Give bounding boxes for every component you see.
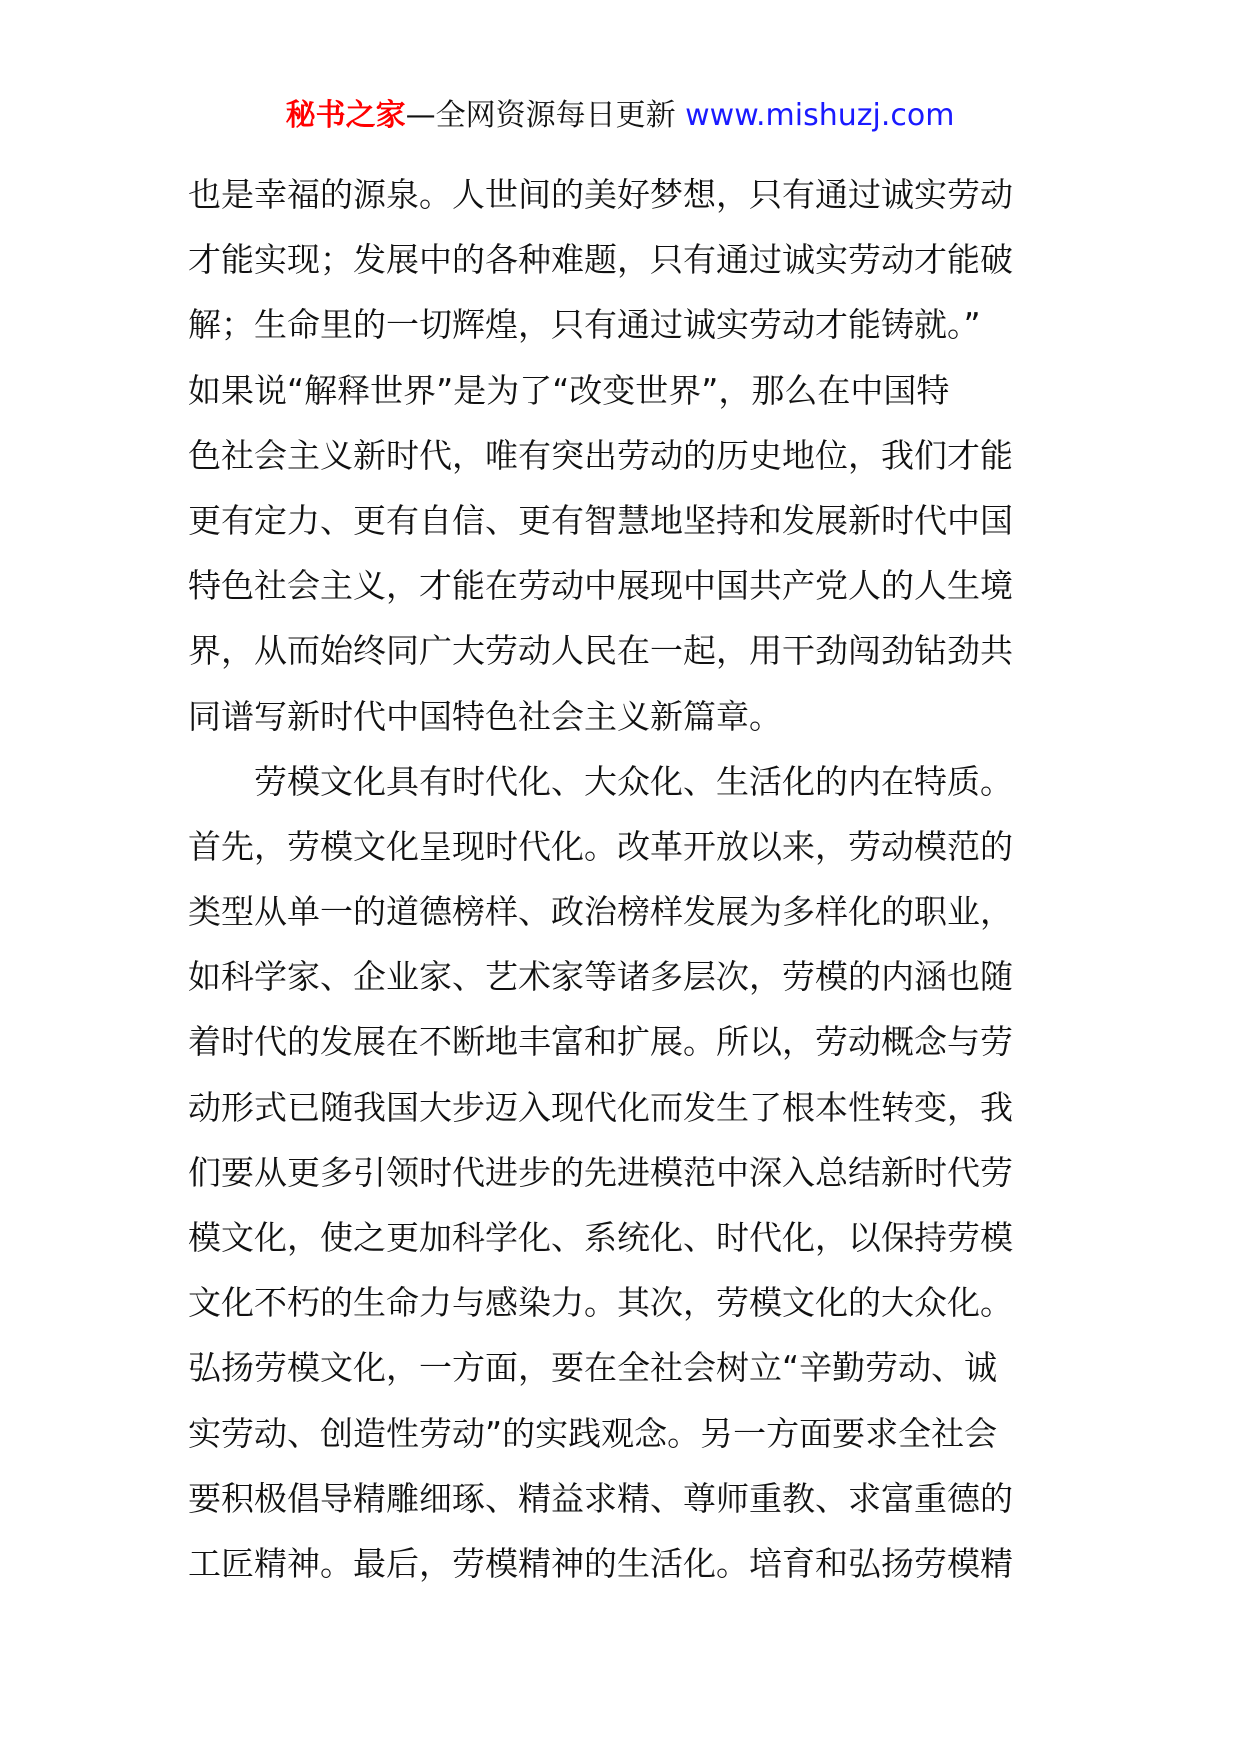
page-header <box>0 96 1240 136</box>
text-line: 工匠精神。最后，劳模精神的生活化。培育和弘扬劳模精 <box>188 1543 1013 1583</box>
text-line: 特色社会主义，才能在劳动中展现中国共产党人的人生境 <box>188 566 1013 606</box>
text-line: 弘扬劳模文化，一方面，要在全社会树立“辛勤劳动、诚 <box>188 1348 998 1388</box>
site-url-link[interactable]: www.mishuzj.com <box>685 98 955 133</box>
text-line: 要积极倡导精雕细琢、精益求精、尊师重教、求富重德的 <box>188 1478 1013 1518</box>
text-line: 类型从单一的道德榜样、政治榜样发展为多样化的职业， <box>188 892 1013 932</box>
text-line: 更有定力、更有自信、更有智慧地坚持和发展新时代中国 <box>188 500 1013 540</box>
text-line: 如果说“解释世界”是为了“改变世界”，那么在中国特 <box>188 370 950 410</box>
header-tagline: —全网资源每日更新 <box>405 98 676 133</box>
brand-name: 秘书之家 <box>285 98 406 133</box>
paragraph-first-line: 劳模文化具有时代化、大众化、生活化的内在特质。 <box>254 761 1013 801</box>
text-line: 也是幸福的源泉。人世间的美好梦想，只有通过诚实劳动 <box>188 175 1013 214</box>
text-line: 着时代的发展在不断地丰富和扩展。所以，劳动概念与劳 <box>188 1022 1013 1062</box>
text-line: 界，从而始终同广大劳动人民在一起，用干劲闯劲钻劲共 <box>188 631 1013 671</box>
text-line: 动形式已随我国大步迈入现代化而发生了根本性转变，我 <box>188 1087 1013 1127</box>
text-line: 才能实现；发展中的各种难题，只有通过诚实劳动才能破 <box>188 240 1013 280</box>
text-line: 同谱写新时代中国特色社会主义新篇章。 <box>188 696 782 736</box>
text-line: 解；生命里的一切辉煌，只有通过诚实劳动才能铸就。” <box>188 305 981 345</box>
text-line: 首先，劳模文化呈现时代化。改革开放以来，劳动模范的 <box>188 826 1013 866</box>
text-line: 色社会主义新时代，唯有突出劳动的历史地位，我们才能 <box>188 435 1013 475</box>
text-line: 文化不朽的生命力与感染力。其次，劳模文化的大众化。 <box>188 1283 1013 1323</box>
text-line: 们要从更多引领时代进步的先进模范中深入总结新时代劳 <box>188 1152 1013 1192</box>
text-line: 实劳动、创造性劳动”的实践观念。另一方面要求全社会 <box>188 1413 998 1453</box>
document-body <box>188 162 1058 1596</box>
text-line: 模文化，使之更加科学化、系统化、时代化，以保持劳模 <box>188 1218 1013 1257</box>
text-line: 如科学家、企业家、艺术家等诸多层次，劳模的内涵也随 <box>188 957 1013 997</box>
